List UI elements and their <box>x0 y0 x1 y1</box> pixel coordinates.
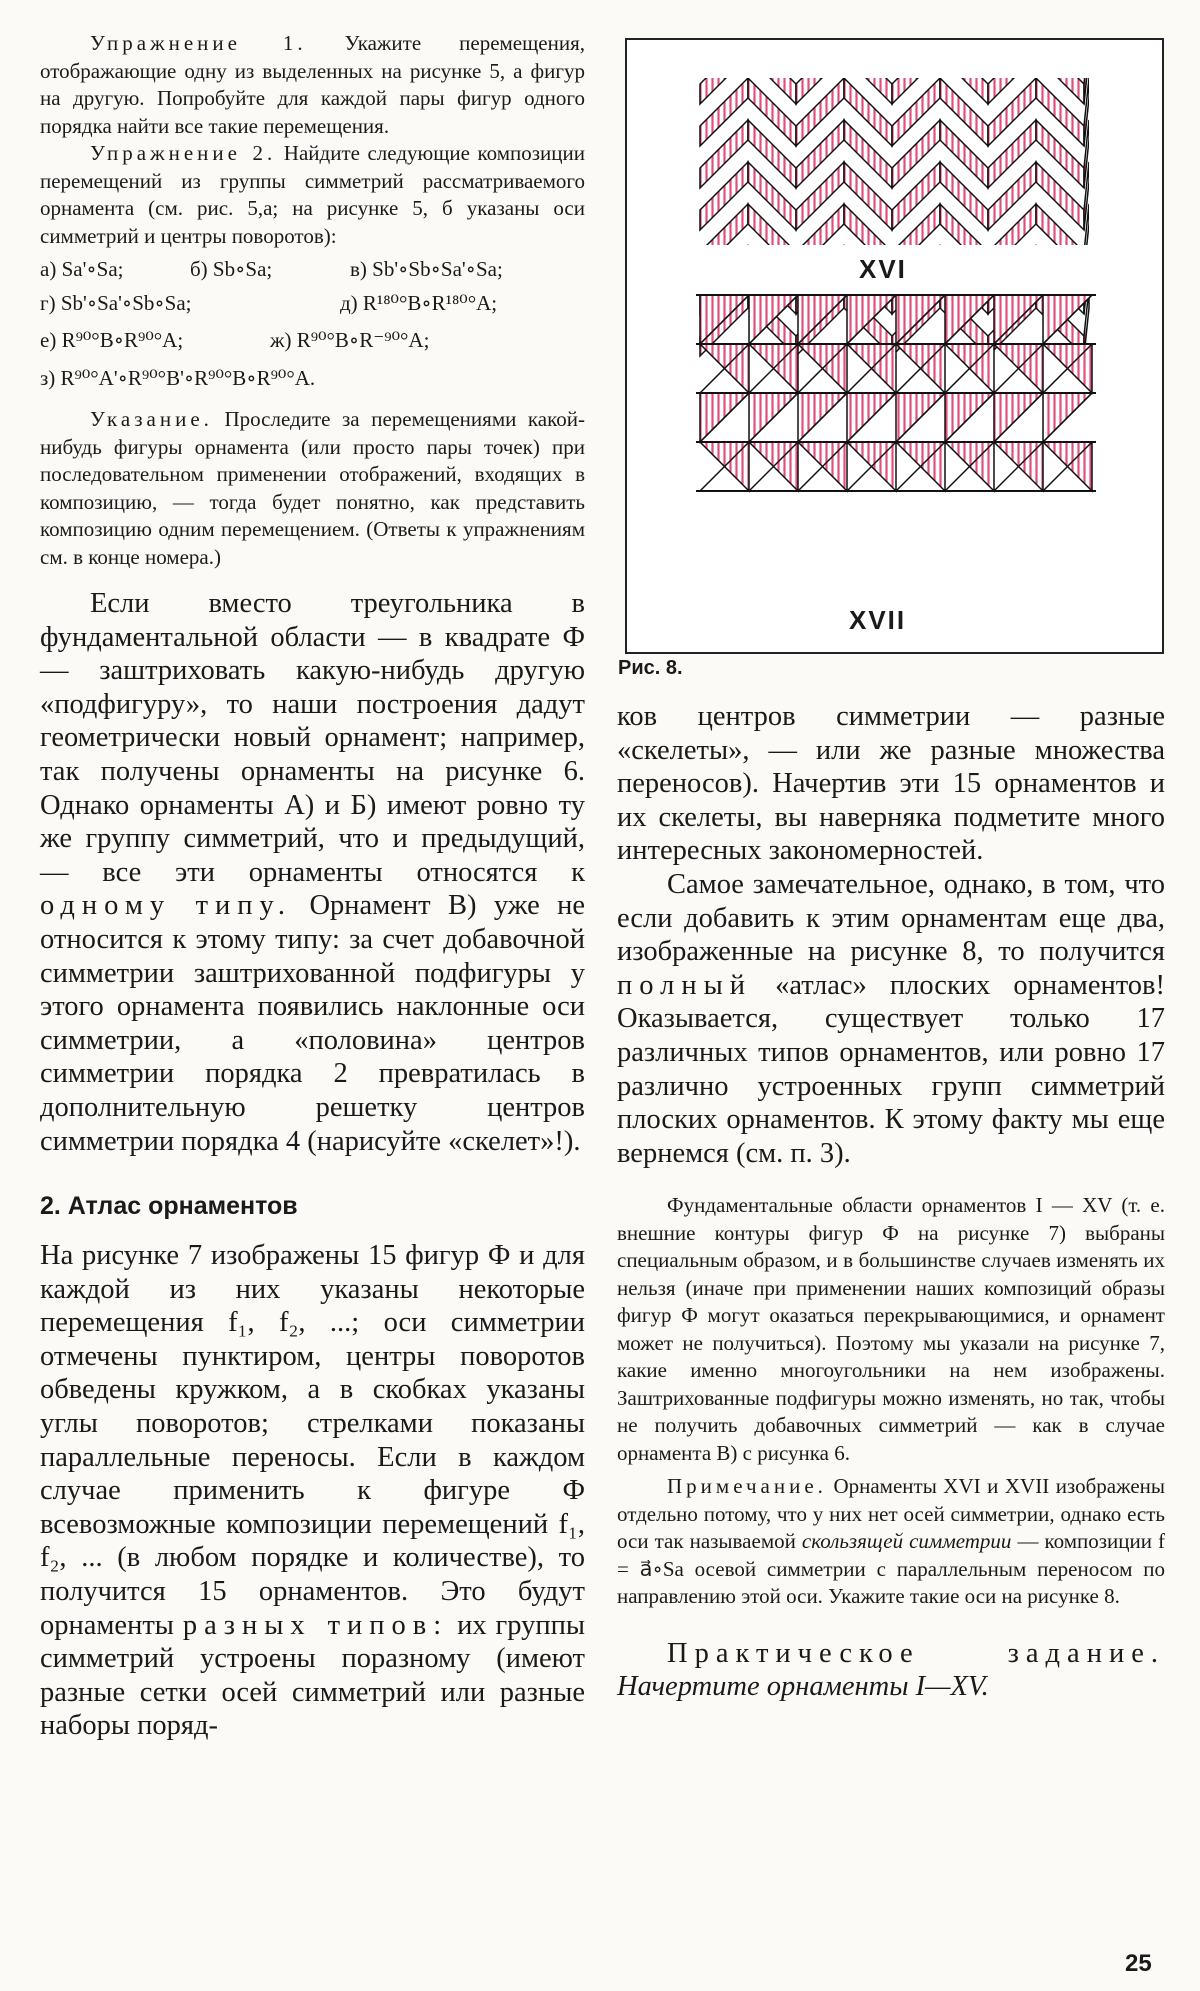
ornament-xvii <box>696 295 1096 491</box>
exercise-2-text: Найдите следующие композиции перемещений из группы симметрий рассматриваемого орнамента (см. рис. 5,а; на рисунке 5, б указаны оси симметрий и центры поворотов): <box>40 141 585 248</box>
footnote-text: Фундаментальные области орнаментов I — XV (т. е. внешние контуры фигур Ф на рисунке 7) выбраны специальным образом, и в большинстве случаев изменять их нельзя (иначе при применении наших композиций образы фигур Ф могут оказаться перекрывающимися, и орнамент может не получиться). Поэтому мы указали на рисунке 7, какие именно многоугольники на нем изображены. Заштрихованные подфигуры можно изменять, но так, чтобы не получить добавочных симметрий — как в случае орнамента В) с рисунка 6. <box>617 1193 1165 1465</box>
formula-h: з) R⁹⁰°A'∘R⁹⁰°B'∘R⁹⁰°B∘R⁹⁰°A. <box>40 365 316 390</box>
formula-f: е) R⁹⁰°B∘R⁹⁰°A; <box>40 328 184 352</box>
paragraph-2-text-end: их группы симметрий устроены поразному (имеют разные сетки осей симметрий или разные наборы поряд- <box>40 1609 585 1742</box>
practical-task <box>617 1637 1165 1704</box>
note-italic: скользящей симметрии <box>801 1529 1012 1554</box>
task-label: Практическое задание. <box>667 1637 1165 1669</box>
paragraph-2 <box>40 1239 585 1743</box>
mask-top <box>627 40 1162 78</box>
note-label: Примечание. <box>667 1474 827 1499</box>
formula-row <box>40 256 585 284</box>
formula-g: ж) R⁹⁰°B∘R⁻⁹⁰°A; <box>270 328 430 352</box>
hint <box>40 406 585 571</box>
formula-c: в) Sb'∘Sb∘Sa'∘Sa; <box>350 257 503 281</box>
paragraph-4-spaced: полный <box>617 969 753 1001</box>
paragraph-3-text: ков центров симметрии — разные «скелеты», — или же разные множества переносов). Начертив эти 15 орнаментов и их скелеты, вы наверняка подметите много интересных закономерностей. <box>617 701 1165 867</box>
exercise-1 <box>40 30 585 250</box>
formula-row <box>40 327 585 355</box>
exercise-1-label: Упражнение 1. <box>90 31 307 55</box>
right-column <box>617 700 1165 1704</box>
formula-list <box>40 256 585 392</box>
formula-row <box>40 290 585 318</box>
paragraph-4-text-end: «атлас» плоских орнаментов! Оказывается, существует только 17 различных типов орнаментов, или ровно 17 различно устроенных групп симметрий плоских орнаментов. К этому факту мы еще вернемся (см. п. 3). <box>617 969 1166 1169</box>
note-text-end: — композиции f = a⃗∘Sa осевой симметрии с параллельным переносом по направлению этой оси. Укажите такие оси на рисунке 8. <box>617 1529 1166 1609</box>
paragraph-1 <box>40 587 585 1158</box>
ornament-figure <box>627 40 1162 652</box>
left-column <box>40 30 585 1743</box>
figure-caption: Рис. 8. <box>618 657 683 679</box>
ornament-xvi-label: XVI <box>859 254 907 284</box>
hint-text: Проследите за перемещениями какой-нибудь фигуры орнамента (или просто пары точек) при последовательном применении отображений, входящих в композицию, — тогда будет понятно, как представить композицию одним перемещением. (Ответы к упражнениям см. в конце номера.) <box>40 407 585 569</box>
exercise-1-text: Укажите перемещения, отображающие одну из выделенных на рисунке 5, а фигур на другую. Попробуйте для каждой пары фигур одного порядка найти все такие перемещения. <box>40 31 585 138</box>
page-number: 25 <box>1125 1950 1152 1977</box>
exercise-2-label: Упражнение 2. <box>90 141 277 165</box>
figure-8 <box>625 38 1164 654</box>
paragraph-4-text: Самое замечательное, однако, в том, что если добавить к этим орнаментам еще два, изображенные на рисунке 8, то получится <box>617 868 1165 968</box>
task-text: Начертите орнаменты I—XV. <box>617 1671 989 1703</box>
ornament-xvii-label: XVII <box>849 605 907 635</box>
footnote <box>617 1192 1165 1611</box>
paragraph-2-spaced: разных типов: <box>182 1609 449 1641</box>
section-heading: 2. Атлас орнаментов <box>40 1192 298 1221</box>
formula-e: д) R¹⁸⁰°B∘R¹⁸⁰°A; <box>340 290 498 315</box>
paragraph-1-text-end: Орнамент В) уже не относится к этому типу: за счет добавочной симметрии заштрихованной подфигуры у этого орнамента появились наклонные оси симметрии, а «половина» центров симметрии порядка 2 превратилась в дополнительную решетку центров симметрии порядка 4 (нарисуйте «скелет»!). <box>40 890 586 1157</box>
mask-right <box>1089 40 1162 255</box>
paragraph-2-text: На рисунке 7 изображены 15 фигур Ф и для каждой из них указаны некоторые перемещения f₁, f₂, ...; оси симметрии отмечены пунктиром, центры поворотов обведены кружком, а в скобках указаны углы поворотов; стрелками показаны параллельные переносы. Если в каждом случае применить к фигуре Ф всевозможные композиции перемещений f₁, f₂, ... (в любом порядке и количестве), то получится 15 орнаментов. Это будут орнаменты <box>40 1240 585 1641</box>
hint-label: Указание. <box>90 407 213 431</box>
formula-b: б) Sb∘Sa; <box>190 257 273 281</box>
paragraph-1-spaced: одному типу. <box>40 890 293 922</box>
formula-a: а) Sa'∘Sa; <box>40 257 124 281</box>
formula-row <box>40 365 585 393</box>
paragraph-3 <box>617 700 1165 1170</box>
note-text: Орнаменты XVI и XVII изображены отдельно потому, что у них нет осей симметрии, однако есть оси так называемой <box>617 1474 1166 1554</box>
formula-d: г) Sb'∘Sa'∘Sb∘Sa; <box>40 290 192 315</box>
paragraph-1-text: Если вместо треугольника в фундаментальной области — в квадрате Ф — заштриховать какую-нибудь другую «подфигуру», то наши построения дадут геометрически новый орнамент; например, так получены орнаменты на рисунке 6. Однако орнаменты А) и Б) имеют ровно ту же группу симметрий, что и предыдущий, — все эти орнаменты относятся к <box>40 588 585 888</box>
